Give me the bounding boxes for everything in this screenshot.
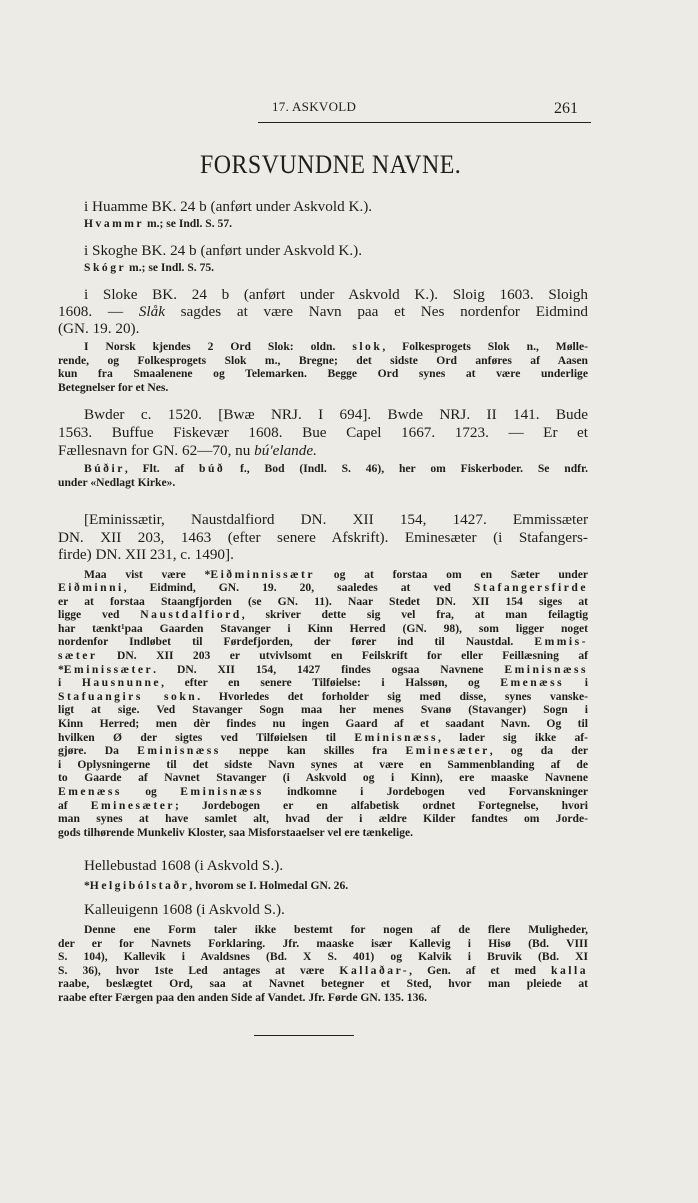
- text: nordenfor Indløbet til Førdefjorden, der fører ind til Naustdal.: [58, 635, 535, 649]
- note-line: [58, 964, 588, 978]
- text: , Gen. af et med: [409, 963, 552, 977]
- entry-skogr: [58, 242, 588, 275]
- text: DN. XII 203 er utvivlsomt en Feilskrift for eller Feillæsning af: [97, 649, 588, 663]
- spaced-name: Eminisnæss: [180, 785, 264, 798]
- text: af: [58, 798, 91, 812]
- entry-main-line: i Huamme BK. 24 b (anført under Askvold K.).: [84, 198, 373, 215]
- spaced-name: Eminisnæss: [504, 662, 588, 676]
- entry-main-line: DN. XII 203, 1463 (efter senere Afskrift). Eminesæter (i Stafangers-: [58, 528, 588, 546]
- text: , skriver dette sig vel fra, at man feilagtig: [241, 608, 588, 622]
- italic-name: Slåk: [138, 303, 165, 320]
- text: *: [58, 662, 64, 676]
- header-rule: [258, 122, 591, 123]
- end-rule: [254, 1035, 354, 1036]
- section-title: FORSVUNDNE NAVNE.: [200, 150, 462, 179]
- note-line: S. 104), Kallevik i Avaldsnes (Bd. X S. 401) og Kalvik i Bruvik (Bd. XI: [58, 950, 588, 964]
- spaced-name: Eminesæter: [405, 744, 490, 758]
- spaced-name: Helgibólstaðr: [89, 879, 190, 892]
- note-line: i Oplysningerne til det sidste Navn synes at være en Sammenblanding af de: [58, 757, 588, 771]
- text: neppe kan skilles fra: [220, 744, 406, 758]
- note-line: Betegnelser for et Nes.: [58, 380, 169, 394]
- entry-kalleuigenn: [58, 901, 588, 1005]
- spaced-name: Stafuangirs sokn: [58, 689, 198, 703]
- note-line: [58, 462, 588, 476]
- spaced-name: Eminesæter: [90, 798, 176, 812]
- text: f., Bod (Indl. S. 46), her om Fiskerboder. Se ndfr.: [225, 462, 588, 475]
- note-line: gods tilhørende Munkeliv Kloster, saa Misforstaaelser vel ere tænkelige.: [58, 825, 414, 839]
- text: indkomne i Jordebogen ved Forvanskninger: [263, 785, 588, 798]
- chapter-heading: 17. ASKVOLD: [272, 99, 357, 114]
- spaced-name: kalla: [551, 963, 588, 977]
- spaced-name: Eminissæter: [63, 662, 154, 676]
- text: og: [121, 785, 181, 798]
- text: 1608. —: [58, 303, 139, 320]
- note-line: [58, 635, 588, 649]
- spaced-name: búð: [199, 462, 226, 475]
- spaced-name: slok: [352, 340, 383, 353]
- entry-main-line: i Sloke BK. 24 b (anført under Askvold K.). Sloig 1603. Sloigh: [84, 286, 588, 303]
- text: , hvorom se I. Holmedal GN. 26.: [189, 879, 349, 892]
- spaced-name: Emenæss: [58, 785, 122, 798]
- note-line: har tænkt¹paa Gaarden Stavanger i Kinn Herred (GN. 98), som ligger noget: [58, 621, 588, 635]
- note-line: er at forstaa Staangfjorden (se GN. 11). Naar Stedet DN. XII 154 siges at: [58, 594, 588, 608]
- text: , Flt. af: [124, 462, 199, 475]
- text: sagdes at være Navn paa et Nes nordenfor Eidmind: [164, 303, 589, 320]
- note-line: [58, 608, 588, 622]
- note-line: [58, 676, 588, 690]
- entry-main-line: [58, 442, 588, 460]
- text: , Eidmind, GN. 19. 20, saaledes at ved: [123, 581, 474, 595]
- entry-hvammr: [58, 198, 588, 231]
- note-line: [58, 785, 588, 799]
- spaced-name: Eiðminni: [58, 581, 124, 595]
- spaced-name: Kallaðar-: [339, 963, 410, 977]
- entry-note-line: [58, 217, 588, 231]
- text: , lader sig ikke af-: [437, 730, 589, 744]
- text: *: [84, 879, 90, 892]
- note-line: to Gaarde af Navnet Stavanger (i Askvold og i Kinn), ere maaske Navnene: [58, 771, 588, 785]
- spaced-name: Stafangersfirde: [473, 581, 588, 595]
- note-line: [58, 799, 588, 813]
- note-line: der er for Navnets Forklaring. Jfr. maaske især Kallevig i Hisø (Bd. VIII: [58, 936, 588, 950]
- spaced-name: Eminisnæss: [354, 730, 438, 744]
- note-line: raabe efter Færgen paa den anden Side af Vandet. Jfr. Førde GN. 135. 136.: [58, 990, 428, 1004]
- note-line: [58, 879, 588, 893]
- entry-sloke: [58, 286, 588, 394]
- entry-main-line: i Skoghe BK. 24 b (anført under Askvold K.).: [84, 242, 362, 259]
- note-line: [58, 649, 588, 663]
- spaced-name: Skógr: [84, 261, 127, 274]
- entry-main-line: Kalleuigenn 1608 (i Askvold S.).: [84, 901, 285, 918]
- text: S. 36), hvor 1ste Led antages at være: [58, 963, 340, 977]
- spaced-name: Hausnunne: [81, 676, 162, 690]
- spaced-name: Eminisnæss: [137, 744, 221, 758]
- note-line: [58, 568, 588, 582]
- spaced-name: sæter: [58, 649, 98, 663]
- note-line: raabe, beslægtet Ord, saa at Navnet betegner et Sted, hvor man pleiede at: [58, 977, 588, 991]
- text: ; Jordebogen er en alfabetisk ordnet Fortegnelse, hvori: [175, 798, 588, 812]
- spaced-name: Emmis-: [534, 635, 588, 649]
- note-text: m.; se Indl. S. 57.: [144, 217, 233, 230]
- note-line: [58, 744, 588, 758]
- entry-main-line: [58, 303, 588, 320]
- text: og at forstaa om en Sæter under: [315, 567, 588, 581]
- note-line: [58, 340, 588, 354]
- spaced-name: Búðir: [84, 462, 125, 475]
- text: , Folkesprogets Slok n., Mølle-: [382, 340, 588, 353]
- text: , og da der: [489, 744, 589, 758]
- spaced-name: Eiðminnissætr: [210, 567, 315, 581]
- entry-helgibolstadr: [58, 857, 588, 893]
- spaced-name: Hvammr: [84, 217, 145, 230]
- text: i: [564, 676, 588, 690]
- text: Maa vist være *: [84, 567, 211, 581]
- note-line: Denne ene Form taler ikke bestemt for nogen af de flere Muligheder,: [84, 923, 588, 936]
- note-line: under «Nedlagt Kirke».: [58, 475, 176, 489]
- note-line: [58, 581, 588, 595]
- note-line: [58, 690, 588, 704]
- text: gjøre. Da: [58, 744, 138, 758]
- note-line: [58, 731, 588, 745]
- note-line: Kinn Herred; men dèr findes nu ingen Gaard af et saadant Navn. Og til: [58, 717, 588, 731]
- running-header: [258, 99, 578, 121]
- entry-main-line: firde) DN. XII 231, c. 1490].: [58, 546, 234, 563]
- entry-eminissaetir: [58, 511, 588, 839]
- entry-note-line: [58, 261, 588, 275]
- note-line: ligt at sige. Ved Stavanger Sogn maa her menes Svanø (Stavanger) Sogn i: [58, 703, 588, 717]
- entry-budir: [58, 406, 588, 489]
- note-text: m.; se Indl. S. 75.: [126, 261, 215, 274]
- entry-main-line: (GN. 19. 20).: [58, 320, 140, 337]
- note-line: kun fra Smaalenene og Telemarken. Begge Ord synes at være underlige: [58, 367, 588, 381]
- text: Fællesnavn for GN. 62—70, nu: [58, 442, 255, 459]
- text: hvilken Ø der sigtes ved Tilføielsen til: [58, 730, 355, 744]
- spaced-name: Emenæss: [500, 676, 565, 690]
- note-line: man synes at have samlet alt, hvad der i ældre Kilder fandtes om Jorde-: [58, 812, 588, 826]
- entry-main-line: [Eminissætir, Naustdalfiord DN. XII 154, 1427. Emmissæter: [84, 511, 588, 528]
- text: , efter en senere Tilføielse: i Halssøn, og: [161, 676, 501, 690]
- text: . DN. XII 154, 1427 findes ogsaa Navnene: [153, 662, 505, 676]
- italic-name: bú'elande.: [254, 442, 317, 459]
- entry-main-line: 1563. Buffue Fiskevær 1608. Bue Capel 1667. 1723. — Er et: [58, 424, 588, 441]
- text: . Hvorledes det forholder sig med disse, synes vanske-: [197, 689, 588, 703]
- text: I Norsk kjendes 2 Ord Slok: oldn.: [84, 340, 353, 353]
- text: i: [58, 676, 82, 690]
- entry-main-line: Bwder c. 1520. [Bwæ NRJ. I 694]. Bwde NRJ. II 141. Bude: [84, 406, 588, 423]
- spaced-name: Naustdalfiord: [140, 608, 242, 622]
- note-line: [58, 663, 588, 677]
- note-line: rende, og Folkesprogets Slok m., Bregne; det sidste Ord anføres af Aasen: [58, 353, 588, 367]
- text: ligge ved: [58, 608, 141, 622]
- entry-main-line: Hellebustad 1608 (i Askvold S.).: [84, 857, 284, 874]
- page-number: 261: [554, 100, 578, 117]
